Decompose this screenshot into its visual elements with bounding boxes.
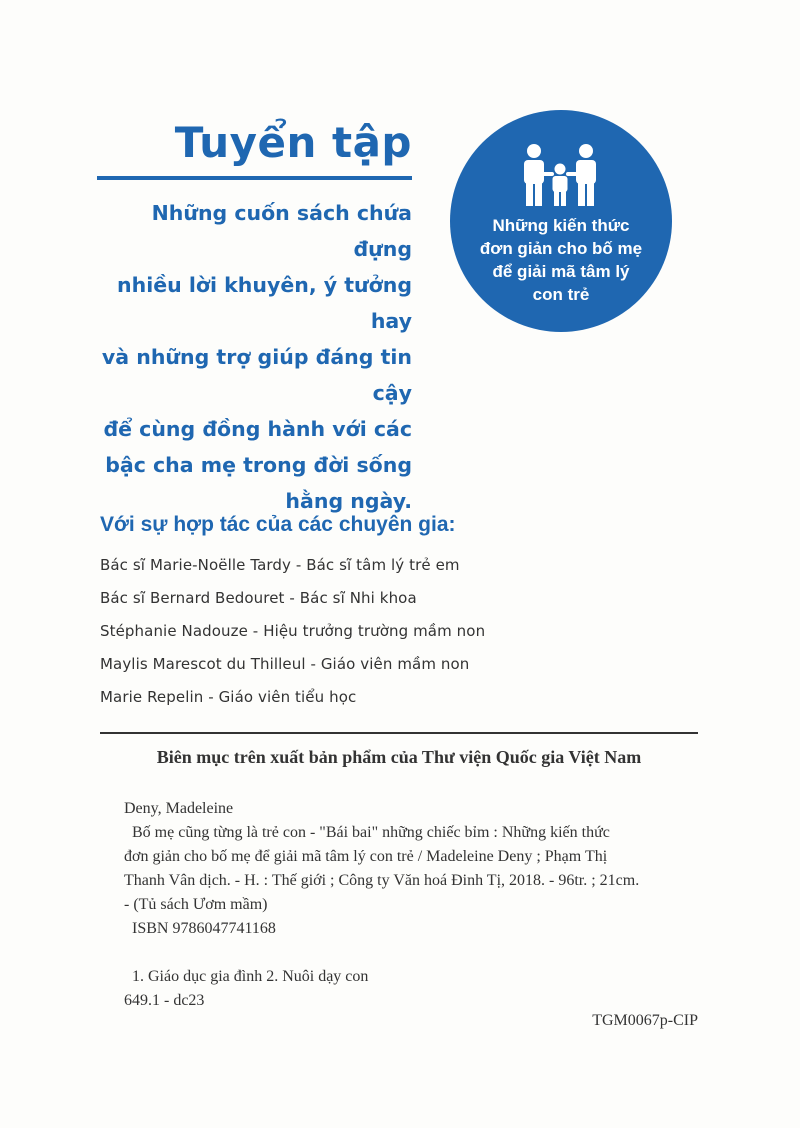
series-title: Tuyển tập bbox=[174, 118, 412, 167]
cip-author: Deny, Madeleine bbox=[124, 800, 234, 817]
cip-code: TGM0067p-CIP bbox=[592, 1012, 698, 1029]
expert-item: Maylis Marescot du Thilleul - Giáo viên mầm non bbox=[100, 655, 470, 673]
section-divider bbox=[100, 732, 698, 734]
series-badge bbox=[450, 110, 672, 332]
cip-record bbox=[124, 797, 704, 1013]
cip-isbn: ISBN 9786047741168 bbox=[132, 920, 276, 937]
series-description bbox=[92, 195, 412, 519]
series-description-line: và những trợ giúp đáng tin cậy bbox=[101, 345, 412, 405]
experts-list bbox=[100, 556, 485, 721]
series-title-underline bbox=[97, 176, 412, 180]
cip-record-line: Thanh Vân dịch. - H. : Thế giới ; Công ty Văn hoá Đinh Tị, 2018. - 96tr. ; 21cm. bbox=[124, 872, 640, 889]
badge-caption-line: Những kiến thức bbox=[492, 216, 630, 235]
expert-item: Marie Repelin - Giáo viên tiểu học bbox=[100, 688, 357, 706]
cip-subjects: 1. Giáo dục gia đình 2. Nuôi dạy con bbox=[132, 968, 369, 985]
series-description-line: hằng ngày. bbox=[285, 489, 412, 513]
series-description-line: Những cuốn sách chứa đựng bbox=[151, 201, 412, 261]
family-icon bbox=[514, 144, 606, 206]
badge-caption-line: để giải mã tâm lý bbox=[492, 262, 630, 281]
expert-item: Stéphanie Nadouze - Hiệu trưởng trường mầm non bbox=[100, 622, 486, 640]
expert-item: Bác sĩ Marie-Noëlle Tardy - Bác sĩ tâm lý trẻ em bbox=[100, 556, 460, 574]
badge-caption-line: đơn giản cho bố mẹ bbox=[479, 239, 643, 258]
experts-heading: Với sự hợp tác của các chuyên gia: bbox=[100, 513, 456, 536]
cip-record-line: - (Tủ sách Ươm mầm) bbox=[124, 896, 268, 913]
cip-record-line: Bố mẹ cũng từng là trẻ con - "Bái bai" những chiếc bỉm : Những kiến thức bbox=[132, 824, 610, 841]
cip-heading: Biên mục trên xuất bản phẩm của Thư viện Quốc gia Việt Nam bbox=[156, 747, 642, 767]
cip-record-line: đơn giản cho bố mẹ để giải mã tâm lý con trẻ / Madeleine Deny ; Phạm Thị bbox=[124, 848, 608, 865]
cip-classification: 649.1 - dc23 bbox=[124, 992, 205, 1009]
badge-caption bbox=[460, 214, 662, 306]
series-description-line: bậc cha mẹ trong đời sống bbox=[105, 453, 412, 477]
expert-item: Bác sĩ Bernard Bedouret - Bác sĩ Nhi khoa bbox=[100, 589, 417, 607]
series-description-line: để cùng đồng hành với các bbox=[103, 417, 412, 441]
series-description-line: nhiều lời khuyên, ý tưởng hay bbox=[117, 273, 412, 333]
badge-caption-line: con trẻ bbox=[532, 285, 590, 304]
